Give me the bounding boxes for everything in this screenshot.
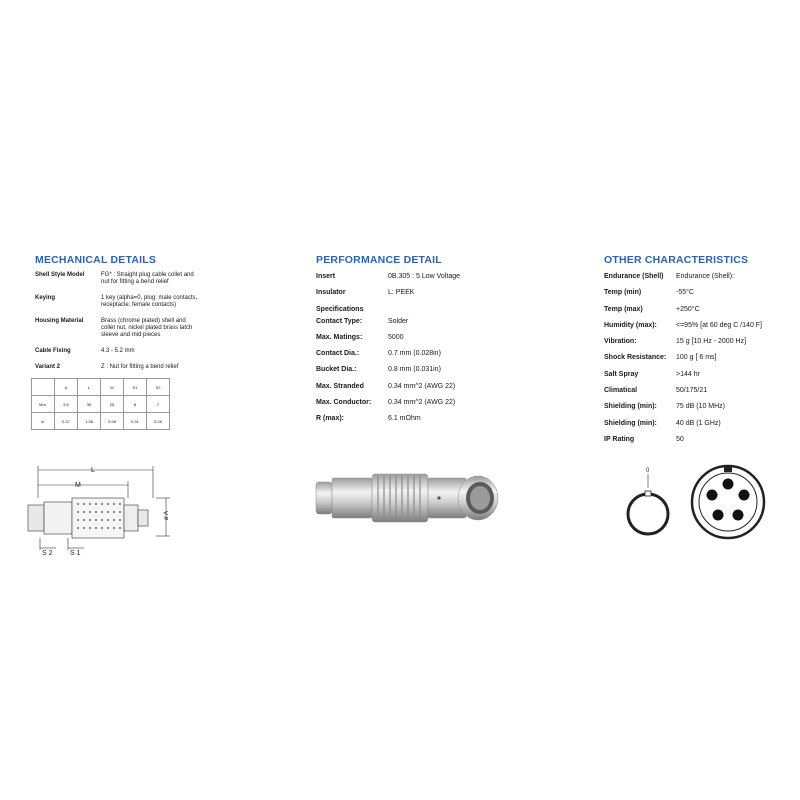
- spec-row: Keying 1 key (alpha=0, plug: male contacts, receptacle: female contacts): [35, 295, 198, 308]
- spec-row: Shielding (min): 40 dB (1 GHz): [604, 419, 721, 427]
- spec-row: Endurance (Shell) Endurance (Shell):: [604, 273, 734, 280]
- spec-row: Climatical 50/175/21: [604, 387, 708, 395]
- spec-row: Max. Stranded 0.34 mm^2 (AWG 22): [316, 382, 456, 390]
- dimension-label-a: ø A: [164, 510, 170, 520]
- spec-row: Salt Spray >144 hr: [604, 370, 700, 378]
- dimensions-table: [31, 378, 170, 430]
- spec-row: Bucket Dia.: 0.8 mm (0.031in): [316, 366, 441, 374]
- spec-row: Insert 0B.305 : 5 Low Voltage: [316, 273, 460, 280]
- spec-row: Max. Conductor: 0.34 mm^2 (AWG 22): [316, 399, 456, 407]
- dimension-label-s1: S 1: [70, 550, 81, 557]
- spec-row: Shock Resistance: 100 g [ 6 ms]: [604, 354, 717, 362]
- spec-row: Contact Type: Solder: [316, 317, 409, 325]
- spec-row: Variant 2 Z : Nut for fitting a bend relief: [35, 364, 179, 370]
- connector-product-image: [312, 466, 512, 530]
- spec-row: IP Rating 50: [604, 435, 684, 443]
- dimension-label-m: M: [75, 482, 81, 489]
- spec-row: Temp (min) -55°C: [604, 289, 694, 297]
- table-row: In. 0.37 1.38 0.98 0.31 0.28: [32, 413, 170, 430]
- performance-detail-section: [316, 254, 516, 431]
- keying-diagram: [620, 462, 680, 542]
- spec-row: Contact Dia.: 0.7 mm (0.028in): [316, 350, 441, 358]
- spec-row: Cable Fixing 4.3 - 5.2 mm: [35, 348, 135, 354]
- performance-detail-title: PERFORMANCE DETAIL: [316, 254, 442, 266]
- keying-angle-label: 0: [646, 468, 650, 474]
- other-characteristics-section: [604, 254, 784, 451]
- dimension-label-l: L: [91, 467, 95, 474]
- connector-dimension-drawing: [18, 458, 178, 558]
- dimension-label-s2: S 2: [42, 550, 53, 557]
- spec-row: R (max): 6.1 mOhm: [316, 415, 421, 423]
- contact-layout-diagram: [688, 462, 768, 542]
- other-characteristics-title: OTHER CHARACTERISTICS: [604, 254, 749, 266]
- spec-row: Housing Material Brass (chrome plated) shell and collet nut, nickel plated brass latch sleeve and mid pieces: [35, 318, 193, 338]
- spec-row: Temp (max) +250°C: [604, 305, 700, 313]
- spec-row: Insulator L: PEEK: [316, 289, 415, 297]
- spec-row: Max. Matings: 5000: [316, 333, 404, 341]
- spec-row: Vibration: 15 g [10 Hz - 2000 Hz]: [604, 338, 747, 346]
- table-row: Mm. 9.5 35 25 8 7: [32, 396, 170, 413]
- spec-row: Shielding (min): 75 dB (10 MHz): [604, 403, 726, 411]
- mechanical-details-section: [35, 254, 235, 430]
- spec-row: Shell Style Model FG* : Straight plug cable collet and nut for fitting a bend relief: [35, 272, 194, 285]
- spec-row: Specifications: [316, 305, 364, 313]
- spec-row: Humidity (max): <=95% [at 60 deg C /140 F]: [604, 321, 763, 329]
- mechanical-details-title: MECHANICAL DETAILS: [35, 254, 157, 266]
- table-header-row: A L M S1 S2: [32, 379, 170, 396]
